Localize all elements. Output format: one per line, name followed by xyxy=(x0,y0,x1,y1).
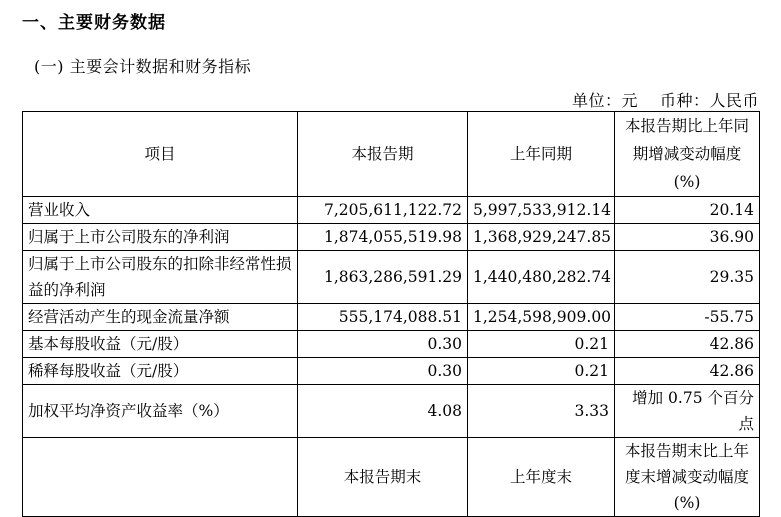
table-row xyxy=(23,251,760,304)
subsection-title: (一) 主要会计数据和财务指标 xyxy=(34,57,252,76)
footer-header-prior-year-end: 上年度末 xyxy=(468,438,615,517)
row-item: 归属于上市公司股东的扣除非经常性损益的净利润 xyxy=(23,251,298,304)
row-current: 7,205,611,122.72 xyxy=(298,197,468,224)
header-current-period: 本报告期 xyxy=(298,112,468,197)
table-header-row xyxy=(23,112,760,197)
row-item: 加权平均净资产收益率（%） xyxy=(23,385,298,438)
row-change: 36.90 xyxy=(615,224,760,251)
footer-header-period-end: 本报告期末 xyxy=(298,438,468,517)
row-change: 增加 0.75 个百分点 xyxy=(615,385,760,438)
row-item: 基本每股收益（元/股） xyxy=(23,331,298,358)
row-current: 0.30 xyxy=(298,358,468,385)
row-prior: 1,368,929,247.85 xyxy=(468,224,615,251)
row-prior: 0.21 xyxy=(468,331,615,358)
table-footer-header-row xyxy=(23,438,760,517)
currency-label: 币种：人民币 xyxy=(659,91,759,110)
row-item: 营业收入 xyxy=(23,197,298,224)
row-prior: 1,254,598,909.00 xyxy=(468,304,615,331)
row-change: 42.86 xyxy=(615,358,760,385)
row-change: 42.86 xyxy=(615,331,760,358)
row-item: 归属于上市公司股东的净利润 xyxy=(23,224,298,251)
table-row xyxy=(23,304,760,331)
unit-currency-line xyxy=(550,88,759,111)
footer-header-change-percent: 本报告期末比上年度末增减变动幅度(%) xyxy=(615,438,760,517)
row-change: -55.75 xyxy=(615,304,760,331)
row-current: 1,863,286,591.29 xyxy=(298,251,468,304)
header-prior-period: 上年同期 xyxy=(468,112,615,197)
row-prior: 3.33 xyxy=(468,385,615,438)
financial-data-table xyxy=(22,111,760,517)
unit-label: 单位：元 xyxy=(571,91,638,110)
row-change: 20.14 xyxy=(615,197,760,224)
row-change: 29.35 xyxy=(615,251,760,304)
row-current: 555,174,088.51 xyxy=(298,304,468,331)
row-item: 稀释每股收益（元/股） xyxy=(23,358,298,385)
table-row xyxy=(23,197,760,224)
section-title: 一、主要财务数据 xyxy=(22,13,166,33)
row-prior: 0.21 xyxy=(468,358,615,385)
table-row xyxy=(23,358,760,385)
table-row xyxy=(23,385,760,438)
table-row xyxy=(23,224,760,251)
row-current: 1,874,055,519.98 xyxy=(298,224,468,251)
footer-empty-cell xyxy=(23,438,298,517)
row-prior: 5,997,533,912.14 xyxy=(468,197,615,224)
row-item: 经营活动产生的现金流量净额 xyxy=(23,304,298,331)
row-current: 4.08 xyxy=(298,385,468,438)
header-change-percent: 本报告期比上年同期增减变动幅度(%) xyxy=(615,112,760,197)
row-current: 0.30 xyxy=(298,331,468,358)
row-prior: 1,440,480,282.74 xyxy=(468,251,615,304)
header-item: 项目 xyxy=(23,112,298,197)
table-row xyxy=(23,331,760,358)
